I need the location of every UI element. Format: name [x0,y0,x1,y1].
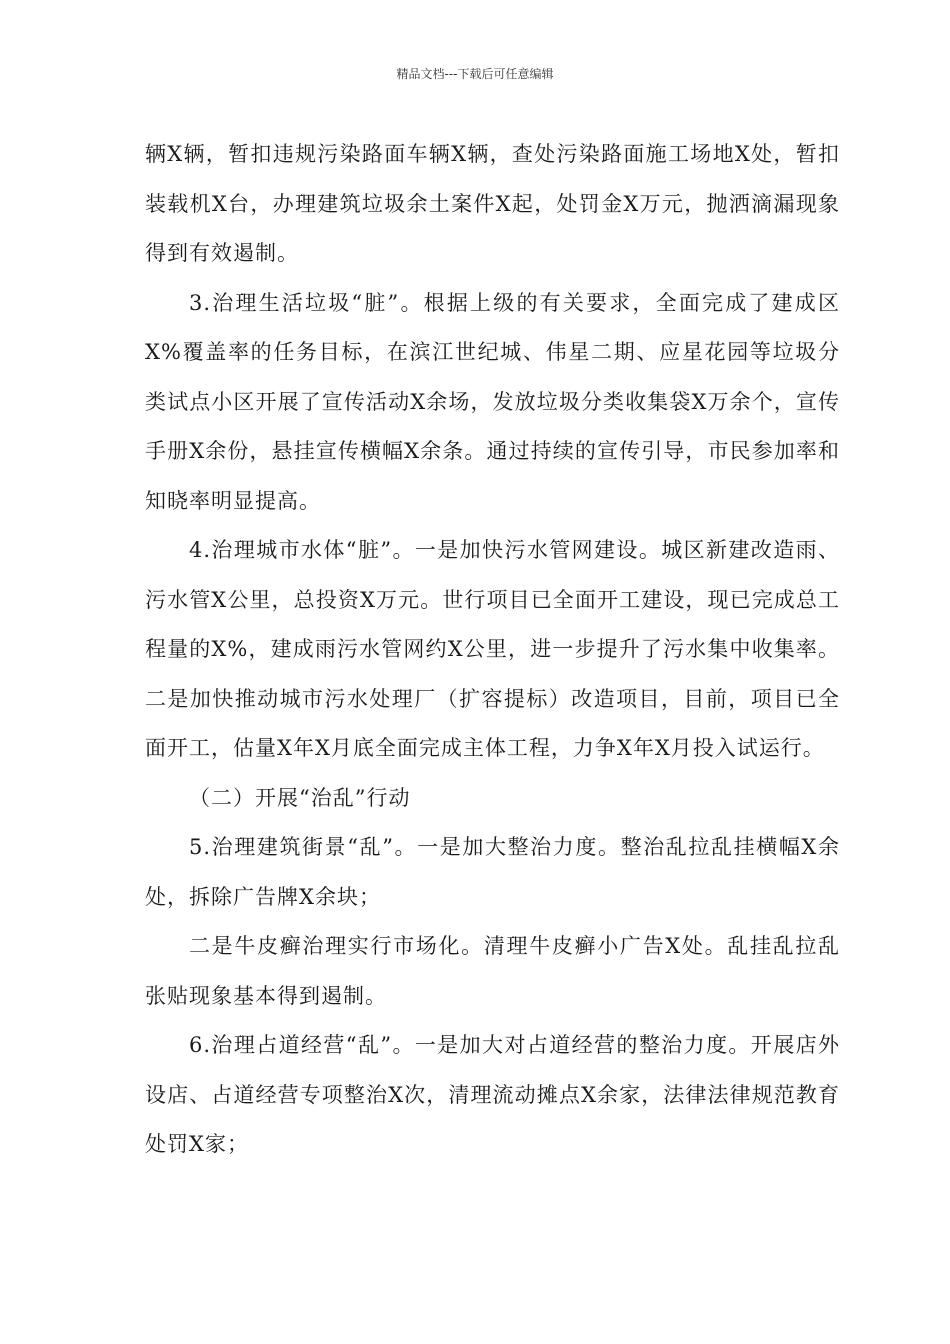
page-header: 精品文档---下载后可任意编辑 [396,67,554,81]
section-heading-2: （二）开展“治乱”行动 [189,785,411,810]
paragraph-item-3: 3.治理生活垃圾“脏”。根据上级的有关要求，全面完成了建成区X%覆盖率的任务目标，在滨江世纪城、伟星二期、应星花园等垃圾分类试点小区开展了宣传活动X余场，发放垃圾分类收集袋X万余个，宣传手册X余份，悬挂宣传横幅X余条。通过持续的宣传引导，市民参加率和知晓率明显提高。 [145,290,840,513]
paragraph-item-5-continued: 二是牛皮癣治理实行市场化。清理牛皮癣小广告X处。乱挂乱拉乱张贴现象基本得到遏制。 [145,934,840,1008]
paragraph-continuation: 辆X辆，暂扣违规污染路面车辆X辆，查处污染路面施工场地X处，暂扣装载机X台，办理建筑垃圾余土案件X起，处罚金X万元，抛洒滴漏现象得到有效遏制。 [145,142,840,265]
paragraph-item-5: 5.治理建筑街景“乱”。一是加大整治力度。整治乱拉乱挂横幅X余处，拆除广告牌X余块； [145,835,840,909]
paragraph-item-4: 4.治理城市水体“脏”。一是加快污水管网建设。城区新建改造雨、污水管X公里，总投资X万元。世行项目已全面开工建设，现已完成总工程量的X%，建成雨污水管网约X公里，进一步提升了污水集中收集率。二是加快推动城市污水处理厂（扩容提标）改造项目，目前，项目已全面开工，估量X年X月底全面完成主体工程，力争X年X月投入试运行。 [145,538,840,760]
document-body [145,130,840,1170]
paragraph-item-6: 6.治理占道经营“乱”。一是加大对占道经营的整治力度。开展店外设店、占道经营专项整治X次，清理流动摊点X余家，法律法律规范教育处罚X家； [145,1033,840,1156]
